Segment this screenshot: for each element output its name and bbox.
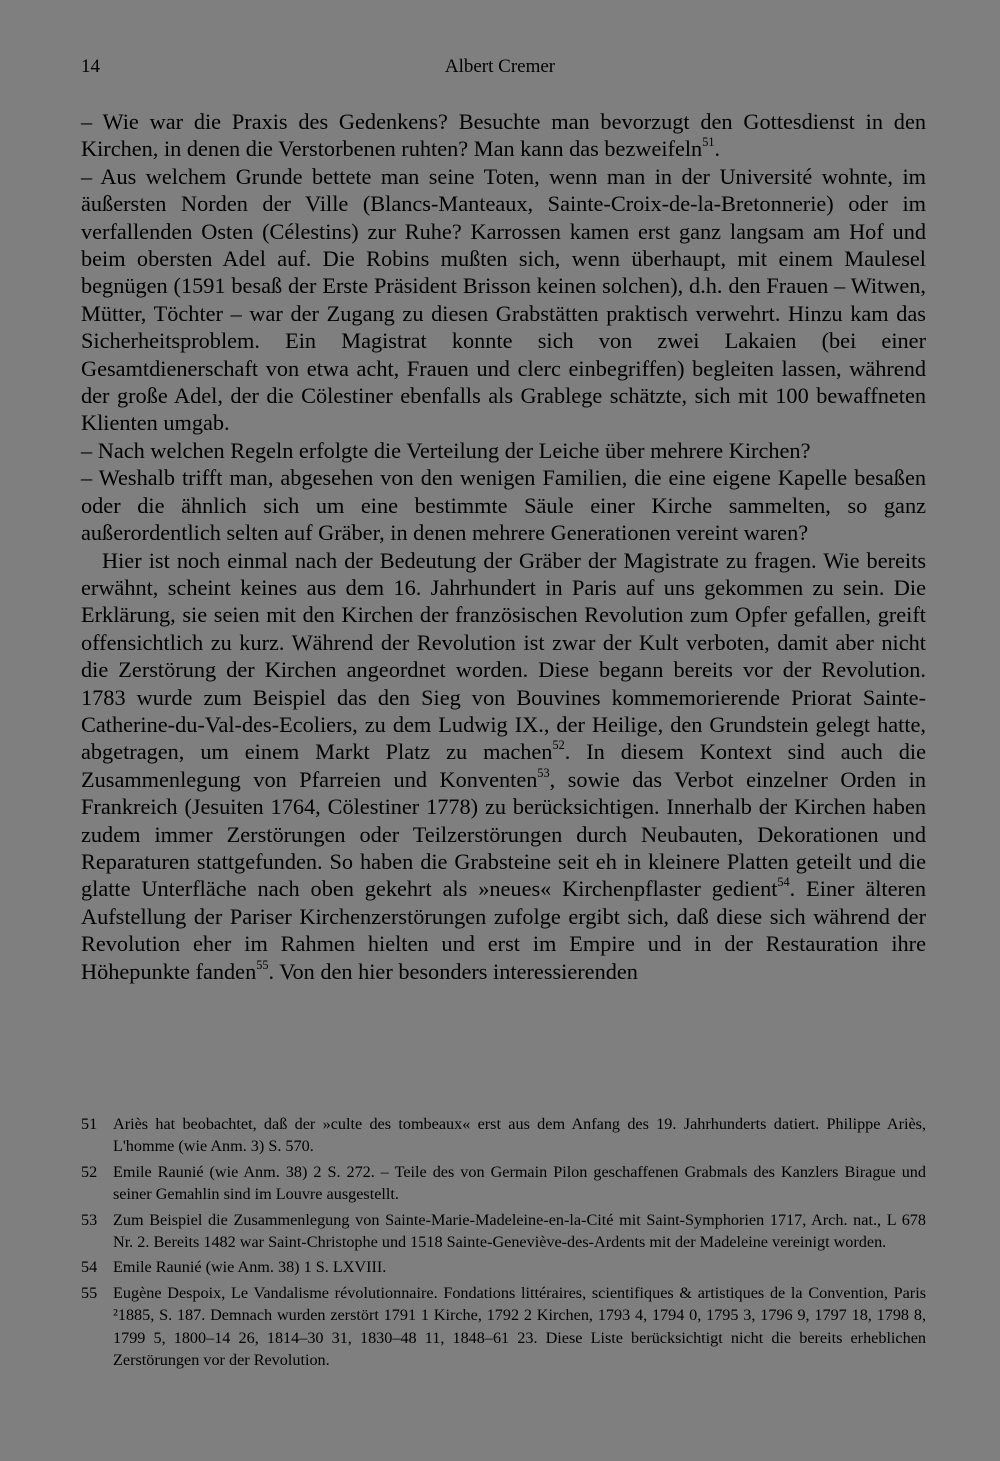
paragraph-main: Hier ist noch einmal nach der Bedeutung der Gräber der Magistrate zu fragen. Wie bereits erwähnt, scheint keines aus dem 16. Jahrhundert in Paris auf uns gekommen zu sein. Die Erklärung, sie seien mit den Kirchen der französischen Revolution zum Opfer gefallen, greift offensichtlich zu kurz. Während der Revolution ist zwar der Kult verboten, damit aber nicht die Zerstörung der Kirchen angeordnet worden. Diese begann bereits vor der Revolution. 1783 wurde zum Beispiel das den Sieg von Bouvines kommemorierende Priorat Sainte-Catherine-du-Val-des-Ecoliers, zu dem Ludwig IX., der Heilige, den Grundstein gelegt hatte, abgetragen, um einem Markt Platz zu machen$^{52}$. In diesem Kontext sind auch die Zusammenlegung von Pfarreien und Konventen$^{53}$, sowie das Verbot einzelner Orden in Frankreich (Jesuiten 1764, Cölestiner 1778) zu berücksichtigen. Innerhalb der Kirchen haben zudem immer Zerstörungen oder Teilzerstörungen durch Neubauten, Dekorationen und Reparaturen stattgefunden. So haben die Grabsteine seit eh in kleinere Platten geteilt und die glatte Unterfläche nach oben gekehrt als »neues« Kirchenpflaster gedient$^{54}$. Einer älteren Aufstellung der Pariser Kirchenzerstörungen zufolge ergibt sich, daß diese sich während der Revolution eher im Rahmen hielten und erst im Empire und in der Restauration ihre Höhepunkte fanden$^{55}$. Von den hier besonders interessierenden: [81, 547, 926, 984]
footnote-ref-55: 55: [256, 957, 269, 972]
footnote: [81, 1209, 926, 1254]
footnote-text: Eugène Despoix, Le Vandalisme révolutionnaire. Fondations littéraires, scientifiques & artistiques de la Convention, Paris ²1885, S. 187. Demnach wurden zerstört 1791 1 Kirche, 1792 2 Kirchen, 1793 4, 1794 0, 1795 3, 1796 9, 1797 18, 1798 8, 1799 5, 1800–14 26, 1814–30 31, 1830–48 11, 1848–61 23. Diese Liste berücksichtigt nicht die bereits erheblichen Zerstörungen vor der Revolution.: [113, 1283, 926, 1370]
body-text: [81, 108, 926, 985]
paragraph-question-2: – Aus welchem Grunde bettete man seine Toten, wenn man in der Université wohnte, im äußersten Norden der Ville (Blancs-Manteaux, Sainte-Croix-de-la-Bretonnerie) oder im verfallenden Osten (Célestins) zur Ruhe? Karrossen kamen erst ganz langsam am Hof und beim obersten Adel auf. Die Robins mußten sich, wenn überhaupt, mit einem Maulesel begnügen (1591 besaß der Erste Präsident Brisson keinen solchen), d.h. den Frauen – Witwen, Mütter, Töchter – war der Zugang zu diesen Grabstätten praktisch verwehrt. Hinzu kam das Sicherheitsproblem. Ein Magistrat konnte sich von zwei Lakaien (bei einer Gesamtdienerschaft von etwa acht, Frauen und clerc einbegriffen) begleiten lassen, während der große Adel, der die Cölestiner ebenfalls als Grablege schätzte, sich mit 100 bewaffneten Klienten umgab.: [81, 163, 926, 436]
footnote-number: 55: [81, 1283, 98, 1302]
footnote-number: 54: [81, 1258, 98, 1277]
footnote-text: Emile Raunié (wie Anm. 38) 1 S. LXVIII.: [113, 1258, 387, 1277]
footnote: [81, 1161, 926, 1206]
footnote: [81, 1113, 926, 1158]
running-head: Albert Cremer: [444, 56, 556, 77]
footnote-number: 51: [81, 1115, 98, 1133]
footnote-number: 53: [81, 1210, 98, 1229]
footnote-number: 52: [81, 1162, 98, 1181]
page-number: 14: [81, 56, 100, 77]
footnote-ref-54: 54: [777, 875, 790, 890]
page-header: [81, 56, 919, 86]
footnote: [81, 1282, 926, 1372]
footnote-text: Ariès hat beobachtet, daß der »culte des tombeaux« erst aus dem Anfang des 19. Jahrhunderts datiert. Philippe Ariès, L'homme (wie Anm. 3) S. 570.: [113, 1115, 926, 1156]
footnote-ref-51: 51: [702, 135, 715, 150]
footnote-ref-53: 53: [537, 765, 550, 780]
footnote-text: Emile Raunié (wie Anm. 38) 2 S. 272. – Teile des von Germain Pilon geschaffenen Grabmals des Kanzlers Birague und seiner Gemahlin sind im Louvre ausgestellt.: [113, 1162, 926, 1204]
footnote: [81, 1256, 926, 1278]
footnote-ref-52: 52: [552, 738, 565, 753]
paragraph-question-4: – Weshalb trifft man, abgesehen von den wenigen Familien, die eine eigene Kapelle besaßen oder die ähnlich sich um eine bestimmte Säule einer Kirche sammelten, so ganz außerordentlich selten auf Gräber, in denen mehrere Generationen vereint waren?: [81, 465, 926, 546]
paragraph-question-3: – Nach welchen Regeln erfolgte die Verteilung der Leiche über mehrere Kirchen?: [81, 437, 811, 463]
footnotes: [81, 1113, 926, 1374]
footnote-text: Zum Beispiel die Zusammenlegung von Sainte-Marie-Madeleine-en-la-Cité mit Saint-Symphorien 1717, Arch. nat., L 678 Nr. 2. Bereits 1482 war Saint-Christophe und 1518 Sainte-Geneviève-des-Ardents mit der Madeleine vereinigt worden.: [113, 1210, 926, 1252]
paragraph-question-1: – Wie war die Praxis des Gedenkens? Besuchte man bevorzugt den Gottesdienst in den Kirchen, in denen die Verstorbenen ruhten? Man kann das bezweifeln$^{51}$.: [81, 109, 926, 162]
